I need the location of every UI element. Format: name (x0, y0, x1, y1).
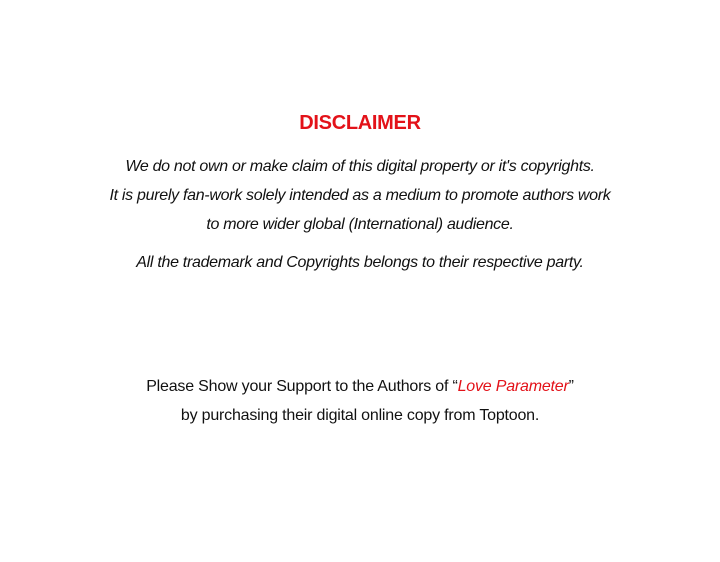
disclaimer-heading: DISCLAIMER (299, 112, 421, 134)
trademark-line: All the trademark and Copyrights belongs to their respective party. (136, 254, 584, 271)
series-title: Love Parameter (457, 378, 569, 395)
support-text-prefix: Please Show your Support to the Authors of “ (146, 378, 458, 395)
support-line-1 (0, 372, 720, 401)
support-note (0, 372, 720, 430)
disclaimer-line-2: It is purely fan-work solely intended as a medium to promote authors work (109, 187, 611, 204)
support-text-suffix: ” (568, 378, 574, 395)
disclaimer-line-1: We do not own or make claim of this digital property or it's copyrights. (125, 158, 595, 175)
disclaimer-line-3: to more wider global (International) audience. (206, 216, 514, 233)
support-line-2: by purchasing their digital online copy from Toptoon. (180, 407, 540, 424)
disclaimer-body (0, 152, 720, 239)
